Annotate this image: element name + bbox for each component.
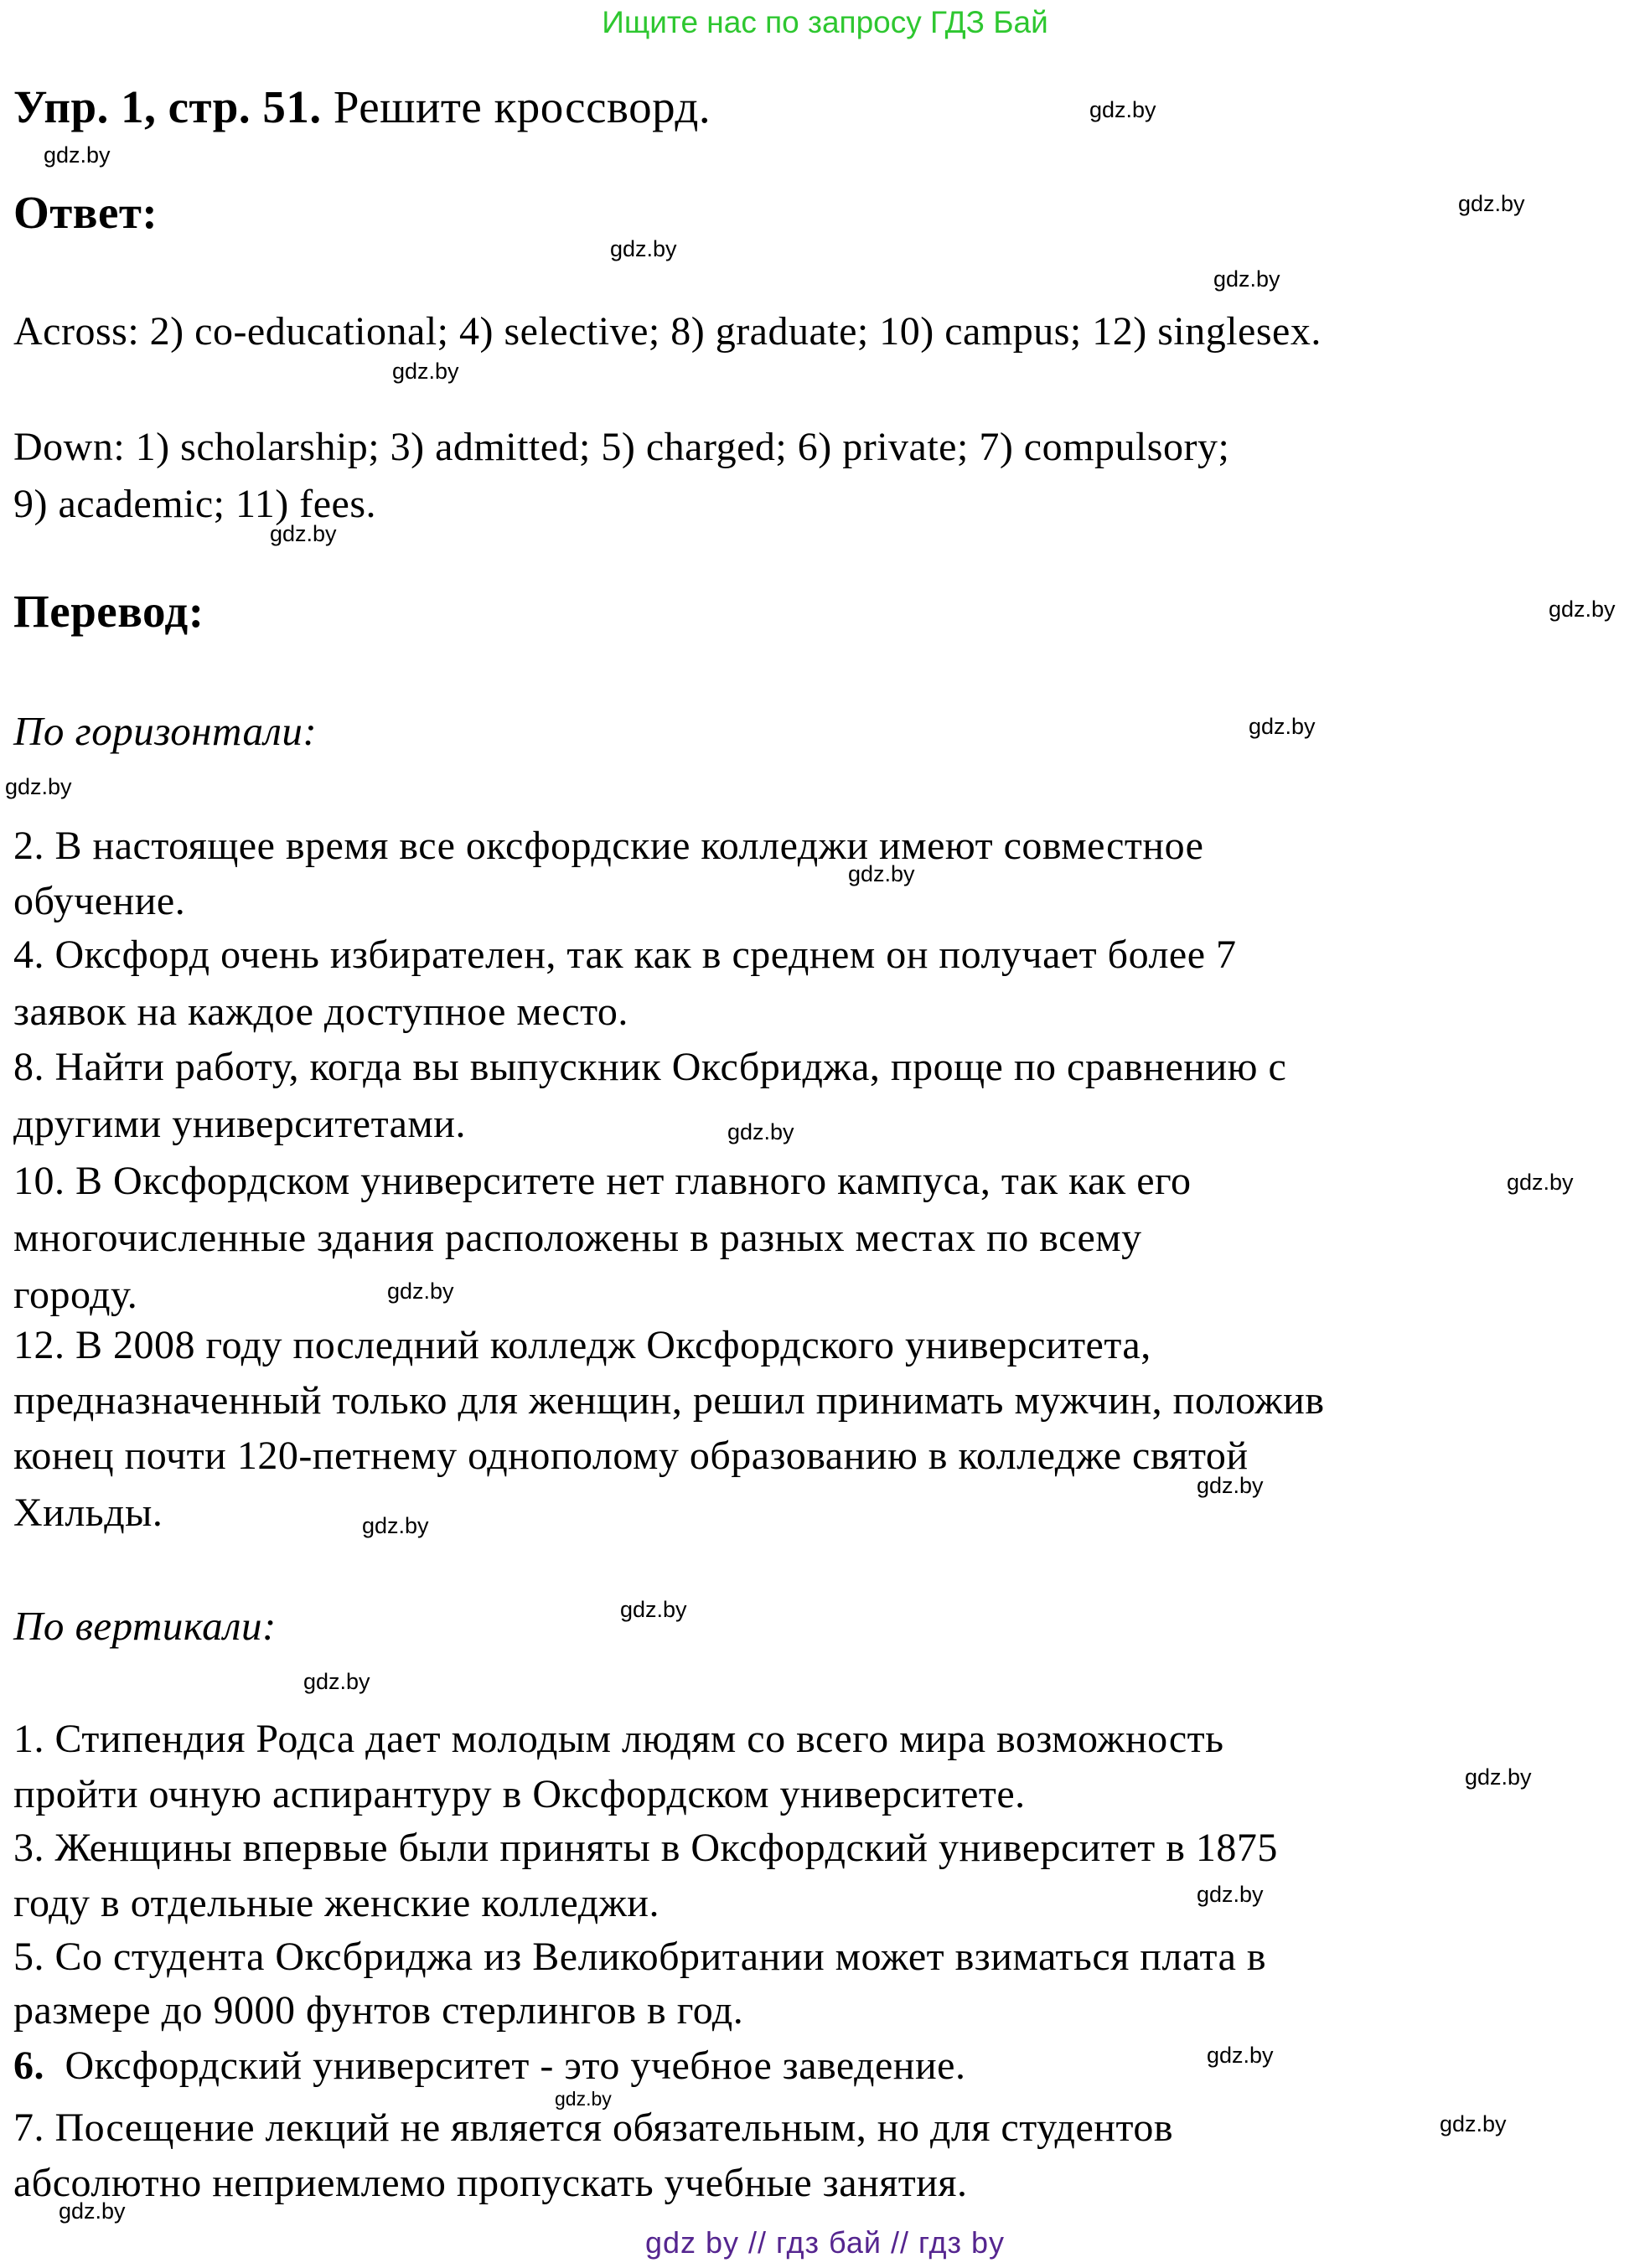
translation-down-line: абсолютно неприемлемо пропускать учебные занятия. [13,2161,968,2205]
translation-across-line: Хильды. [13,1490,163,1535]
item-6-text: Оксфордский университет - это учебное заведение. [65,2043,966,2088]
translation-down-line: 1. Стипендия Родса дает молодым людям со всего мира возможность [13,1717,1224,1761]
gdz-watermark: gdz.by [1213,266,1280,292]
translation-across-line: конец почти 120-петнему однополому образованию в колледже святой [13,1434,1249,1478]
gdz-watermark: gdz.by [5,774,72,799]
translation-across-line: обучение. [13,879,186,923]
translation-across-line: 12. В 2008 году последний колледж Оксфордского университета, [13,1323,1151,1367]
translation-down-line: 5. Со студента Оксбриджа из Великобритании может взиматься плата в [13,1935,1267,1979]
gdz-watermark: gdz.by [727,1119,794,1144]
gdz-watermark: gdz.by [610,236,677,261]
gdz-watermark: gdz.by [1197,1473,1264,1498]
gdz-watermark: gdz.by [555,2088,612,2110]
exercise-task: Решите кроссворд. [333,81,711,132]
gdz-watermark: gdz.by [1507,1170,1574,1195]
translation-across-line: 10. В Оксфордском университете нет главного кампуса, так как его [13,1159,1192,1203]
answer-down-line-1: Down: 1) scholarship; 3) admitted; 5) charged; 6) private; 7) compulsory; [13,425,1230,469]
translation-down-line: 7. Посещение лекций не является обязательным, но для студентов [13,2105,1173,2150]
translation-across-line: многочисленные здания расположены в разных местах по всему [13,1216,1142,1260]
gdz-watermark: gdz.by [1197,1882,1264,1907]
gdz-watermark: gdz.by [303,1669,370,1694]
translation-across-line: 2. В настоящее время все оксфордские колледжи имеют совместное [13,824,1204,868]
translation-down-heading: По вертикали: [13,1603,277,1649]
gdz-watermark: gdz.by [1089,97,1156,122]
translation-across-line: предназначенный только для женщин, решил принимать мужчин, положив [13,1378,1325,1423]
exercise-title [13,80,711,133]
footer-branding: gdz by // гдз бай // гдз by [644,2225,1006,2260]
translation-down-line: пройти очную аспирантуру в Оксфордском университете. [13,1772,1026,1816]
answer-across-line: Across: 2) co-educational; 4) selective; 8) graduate; 10) campus; 12) singlesex. [13,309,1322,354]
gdz-watermark: gdz.by [620,1597,687,1622]
translation-down-line-6 [13,2043,965,2089]
translation-across-heading: По горизонтали: [13,708,318,754]
translation-down-line: размере до 9000 фунтов стерлингов в год. [13,1988,744,2033]
gdz-watermark: gdz.by [848,861,915,886]
gdz-watermark: gdz.by [1549,597,1616,622]
translation-across-line: 4. Оксфорд очень избирателен, так как в среднем он получает более 7 [13,933,1237,977]
gdz-watermark: gdz.by [59,2198,126,2224]
translation-across-line: другими университетами. [13,1102,466,1146]
gdz-watermark: gdz.by [1249,714,1316,739]
gdz-watermark: gdz.by [270,521,337,546]
gdz-watermark: gdz.by [1440,2111,1507,2136]
translation-across-line: заявок на каждое доступное место. [13,989,628,1034]
answer-down-line-2: 9) academic; 11) fees. [13,482,376,526]
gdz-watermark: gdz.by [44,142,111,168]
gdz-watermark: gdz.by [1207,2043,1274,2068]
translation-down-line: году в отдельные женские колледжи. [13,1881,659,1925]
gdz-watermark: gdz.by [362,1513,429,1538]
translation-heading: Перевод: [13,586,204,637]
exercise-number: Упр. 1, стр. 51. [13,81,322,132]
promo-banner: Ищите нас по запросу ГДЗ Бай [602,5,1048,39]
translation-down-line: 3. Женщины впервые были приняты в Оксфордский университет в 1875 [13,1826,1278,1870]
translation-across-line: 8. Найти работу, когда вы выпускник Оксбриджа, проще по сравнению с [13,1045,1287,1089]
gdz-watermark: gdz.by [1458,191,1525,216]
gdz-watermark: gdz.by [392,359,459,384]
gdz-watermark: gdz.by [387,1279,454,1304]
item-6-number: 6. [13,2043,44,2088]
gdz-watermark: gdz.by [1465,1764,1532,1790]
translation-across-line: городу. [13,1273,138,1317]
answer-heading: Ответ: [13,187,158,238]
